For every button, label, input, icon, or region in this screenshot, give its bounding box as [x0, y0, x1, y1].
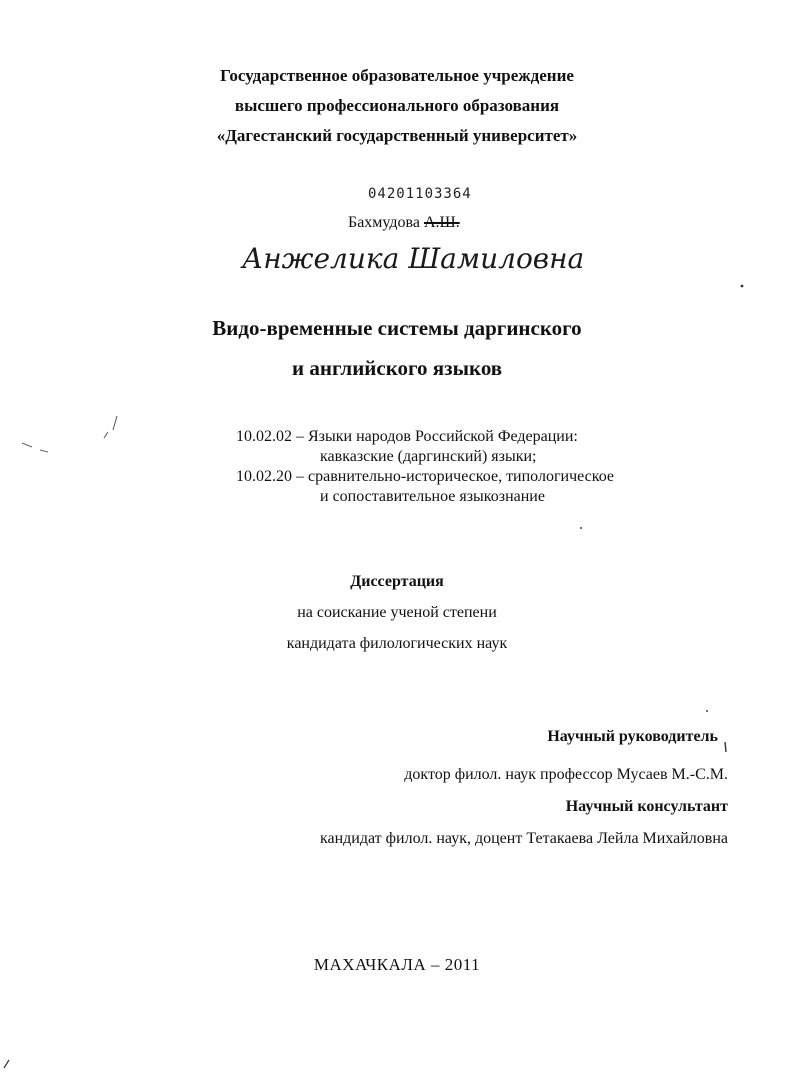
title-line-2: и английского языков	[292, 356, 503, 380]
supervisor-label: Научный руководитель	[547, 728, 718, 745]
institution-line-1: Государственное образовательное учреждение	[220, 66, 574, 85]
consultant-label: Научный консультант	[565, 798, 728, 815]
scan-dot-3	[706, 710, 708, 712]
handwritten-name	[236, 228, 636, 288]
scan-mark-2	[22, 443, 48, 452]
scan-dot-2	[580, 527, 582, 529]
specialty-1-text-1: Языки народов Российской Федерации:	[308, 428, 578, 445]
specialty-1-separator: –	[296, 428, 304, 445]
consultant-details: кандидат филол. наук, доцент Тетакаева Лейла Михайловна	[319, 830, 728, 847]
handwritten-name-text: Анжелика Шамиловна	[242, 242, 585, 275]
specialty-2-text-2: и сопоставительное языкознание	[320, 488, 545, 505]
author-surname: Бахмудова	[348, 214, 420, 231]
scan-dot-1	[741, 285, 744, 288]
specialty-2-code: 10.02.20	[236, 468, 292, 485]
specialty-1-text-2: кавказские (даргинский) языки;	[320, 448, 537, 465]
author-initials: А.Ш.	[424, 214, 460, 231]
degree-line-1: на соискание ученой степени	[297, 604, 497, 621]
scan-mark-1	[104, 416, 117, 438]
institution-line-3: «Дагестанский государственный университет»	[216, 126, 578, 145]
title-line-1: Видо-временные системы даргинского	[212, 316, 582, 340]
specialty-1-code: 10.02.02	[236, 428, 292, 445]
specialty-2-text-1: сравнительно-историческое, типологическое	[308, 468, 614, 485]
city-year: МАХАЧКАЛА – 2011	[313, 955, 481, 974]
specialty-2-line-1	[236, 468, 614, 486]
institution-line-2: высшего профессионального образования	[234, 96, 560, 115]
scan-mark-4	[4, 1060, 9, 1068]
specialty-2-separator: –	[296, 468, 304, 485]
scan-mark-3	[725, 742, 726, 752]
degree-heading: Диссертация	[350, 573, 444, 590]
registration-number: 04201103364	[368, 186, 472, 202]
specialty-1-line-1	[236, 428, 578, 446]
degree-line-2: кандидата филологических наук	[286, 635, 508, 652]
supervisor-details: доктор филол. наук профессор Мусаев М.-С.М.	[404, 766, 728, 783]
